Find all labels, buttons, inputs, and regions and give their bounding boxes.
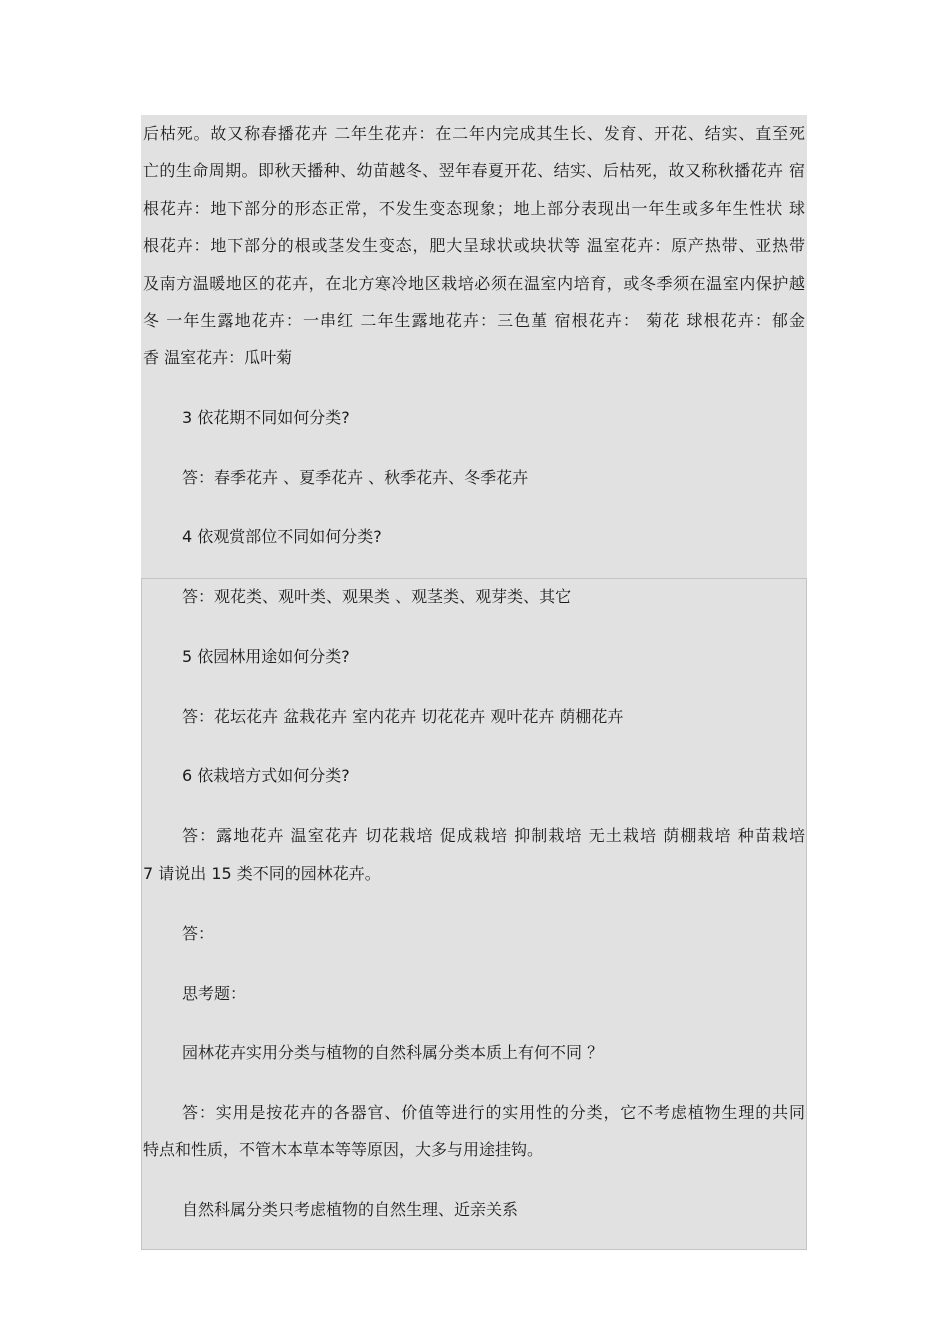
paragraph-line: 亡的生命周期。即秋天播种、幼苗越冬、翌年春夏开花、结实、后枯死，故又称秋播花卉 宿 — [143, 161, 805, 180]
paragraph-line: 冬 一年生露地花卉：一串红 二年生露地花卉：三色堇 宿根花卉： 菊花 球根花卉：郁金 — [143, 311, 805, 330]
paragraph-line: 根花卉：地下部分的形态正常，不发生变态现象；地上部分表现出一年生或多年生性状 球 — [143, 199, 805, 218]
question-7: 7 请说出 15 类不同的园林花卉。 — [143, 864, 381, 883]
think-question: 园林花卉实用分类与植物的自然科属分类本质上有何不同 ？ — [182, 1043, 604, 1062]
answer-3: 答：春季花卉 、夏季花卉 、秋季花卉、冬季花卉 — [182, 468, 529, 487]
question-5: 5 依园林用途如何分类? — [182, 647, 350, 666]
paragraph-line: 及南方温暖地区的花卉，在北方寒冷地区栽培必须在温室内培育，或冬季须在温室内保护越 — [143, 274, 805, 293]
think-title: 思考题： — [182, 984, 247, 1003]
answer-7: 答： — [182, 924, 215, 943]
paragraph-line: 香 温室花卉：瓜叶菊 — [143, 348, 293, 367]
question-3: 3 依花期不同如何分类? — [182, 408, 350, 427]
answer-6: 答：露地花卉 温室花卉 切花栽培 促成栽培 抑制栽培 无土栽培 荫棚栽培 种苗栽培 — [182, 826, 805, 845]
think-answer-line: 特点和性质，不管木本草本等等原因，大多与用途挂钩。 — [143, 1140, 544, 1159]
question-6: 6 依栽培方式如何分类? — [182, 766, 350, 785]
answer-4: 答：观花类、观叶类、观果类 、观茎类、观芽类、其它 — [182, 587, 572, 606]
paragraph-line: 根花卉：地下部分的根或茎发生变态，肥大呈球状或块状等 温室花卉：原产热带、亚热带 — [143, 236, 805, 255]
content-panel-top — [141, 115, 807, 578]
question-4: 4 依观赏部位不同如何分类? — [182, 527, 382, 546]
paragraph-line: 后枯死。故又称春播花卉 二年生花卉：在二年内完成其生长、发育、开花、结实、直至死 — [143, 124, 805, 143]
answer-5: 答：花坛花卉 盆栽花卉 室内花卉 切花花卉 观叶花卉 荫棚花卉 — [182, 707, 624, 726]
think-answer-line: 自然科属分类只考虑植物的自然生理、近亲关系 — [182, 1200, 519, 1219]
think-answer-line: 答：实用是按花卉的各器官、价值等进行的实用性的分类，它不考虑植物生理的共同 — [182, 1103, 805, 1122]
